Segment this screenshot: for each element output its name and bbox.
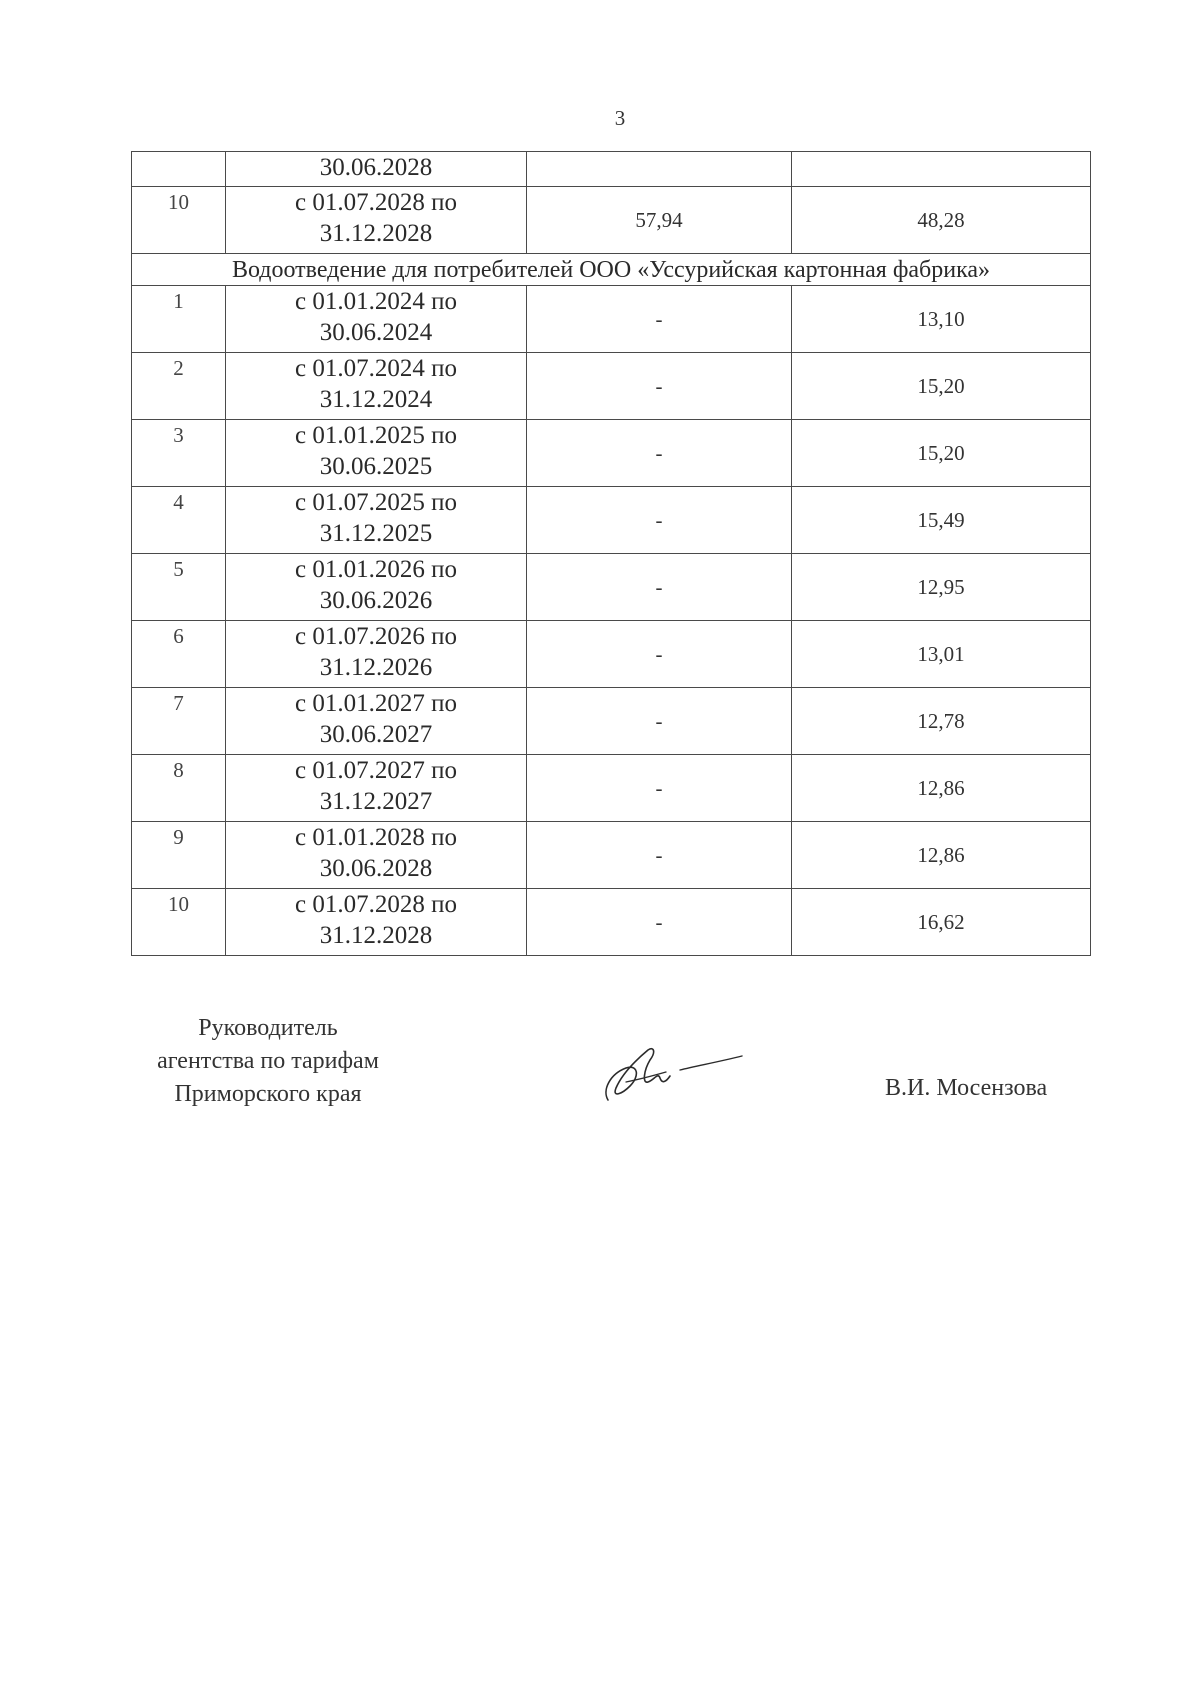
table-row <box>132 688 1091 755</box>
period-end: 31.12.2025 <box>319 520 433 547</box>
period-end: 30.06.2028 <box>226 152 527 187</box>
row-number: 9 <box>132 822 226 889</box>
handwritten-signature <box>596 1042 746 1112</box>
table-row <box>132 353 1091 420</box>
period-start: с 01.07.2028 по <box>295 189 457 216</box>
period-cell <box>226 487 527 554</box>
table-body <box>132 286 1091 956</box>
tariff-value-b <box>792 152 1091 187</box>
tariff-value-a: - <box>527 353 792 420</box>
tariff-value-b: 13,10 <box>792 286 1091 353</box>
period-start: с 01.07.2024 по <box>295 355 457 382</box>
period-cell <box>226 286 527 353</box>
period-cell <box>226 187 527 254</box>
row-number: 5 <box>132 554 226 621</box>
signer-name: В.И. Мосензова <box>885 1075 1048 1101</box>
period-cell <box>226 889 527 956</box>
row-number <box>132 152 226 187</box>
signatory-title-line: агентства по тарифам <box>157 1048 379 1074</box>
period-start: с 01.01.2025 по <box>295 422 457 449</box>
table-row <box>132 286 1091 353</box>
table-row <box>132 889 1091 956</box>
tariff-value-a: - <box>527 688 792 755</box>
period-start: с 01.01.2028 по <box>295 824 457 851</box>
tariff-value-a: - <box>527 755 792 822</box>
period-end: 30.06.2028 <box>319 855 433 882</box>
period-cell <box>226 822 527 889</box>
tariff-value-b: 12,86 <box>792 822 1091 889</box>
period-cell <box>226 420 527 487</box>
period-cell <box>226 688 527 755</box>
period-end: 30.06.2027 <box>319 721 433 748</box>
tariff-value-a <box>527 152 792 187</box>
period-end: 30.06.2025 <box>319 453 433 480</box>
period-cell <box>226 554 527 621</box>
row-number: 7 <box>132 688 226 755</box>
tariff-value-b: 12,86 <box>792 755 1091 822</box>
tariff-value-a: - <box>527 822 792 889</box>
table-row <box>132 487 1091 554</box>
row-number: 1 <box>132 286 226 353</box>
table-row <box>132 420 1091 487</box>
period-start: с 01.01.2024 по <box>295 288 457 315</box>
period-cell <box>226 621 527 688</box>
table-row <box>132 755 1091 822</box>
row-number: 10 <box>132 889 226 956</box>
signatory-title <box>128 1012 408 1111</box>
period-start: с 01.01.2027 по <box>295 690 457 717</box>
table-row <box>132 554 1091 621</box>
period-end: 30.06.2024 <box>319 319 433 346</box>
row-number: 8 <box>132 755 226 822</box>
period-start: с 01.01.2026 по <box>295 556 457 583</box>
period-start: с 01.07.2027 по <box>295 757 457 784</box>
period-start: с 01.07.2026 по <box>295 623 457 650</box>
tariff-value-a: - <box>527 889 792 956</box>
tariff-value-a: - <box>527 554 792 621</box>
period-end: 31.12.2026 <box>319 654 433 681</box>
signatory-title-line: Руководитель <box>198 1015 338 1041</box>
period-start: с 01.07.2025 по <box>295 489 457 516</box>
tariff-value-b: 15,20 <box>792 353 1091 420</box>
signatory-title-line: Приморского края <box>174 1081 362 1107</box>
table-row-continuation <box>132 152 1091 187</box>
section-title: Водоотведение для потребителей ООО «Уссурийская картонная фабрика» <box>132 254 1091 286</box>
row-number: 3 <box>132 420 226 487</box>
tariff-table <box>131 151 1091 956</box>
period-cell <box>226 353 527 420</box>
row-number: 2 <box>132 353 226 420</box>
tariff-value-a: 57,94 <box>527 187 792 254</box>
table-row <box>132 187 1091 254</box>
row-number: 10 <box>132 187 226 254</box>
period-end: 31.12.2027 <box>319 788 433 815</box>
tariff-value-a: - <box>527 420 792 487</box>
tariff-value-b: 13,01 <box>792 621 1091 688</box>
tariff-value-a: - <box>527 286 792 353</box>
row-number: 6 <box>132 621 226 688</box>
period-start: с 01.07.2028 по <box>295 891 457 918</box>
tariff-value-b: 12,95 <box>792 554 1091 621</box>
period-end: 31.12.2028 <box>319 922 433 949</box>
tariff-value-b: 15,49 <box>792 487 1091 554</box>
section-header-row <box>132 254 1091 286</box>
tariff-value-b: 48,28 <box>792 187 1091 254</box>
period-end: 30.06.2026 <box>319 587 433 614</box>
tariff-value-a: - <box>527 621 792 688</box>
period-end: 31.12.2024 <box>319 386 433 413</box>
table-row <box>132 822 1091 889</box>
tariff-value-a: - <box>527 487 792 554</box>
row-number: 4 <box>132 487 226 554</box>
tariff-value-b: 15,20 <box>792 420 1091 487</box>
tariff-value-b: 16,62 <box>792 889 1091 956</box>
table-row <box>132 621 1091 688</box>
page-number: 3 <box>614 106 626 130</box>
period-cell <box>226 755 527 822</box>
tariff-value-b: 12,78 <box>792 688 1091 755</box>
period-end: 31.12.2028 <box>319 220 433 247</box>
